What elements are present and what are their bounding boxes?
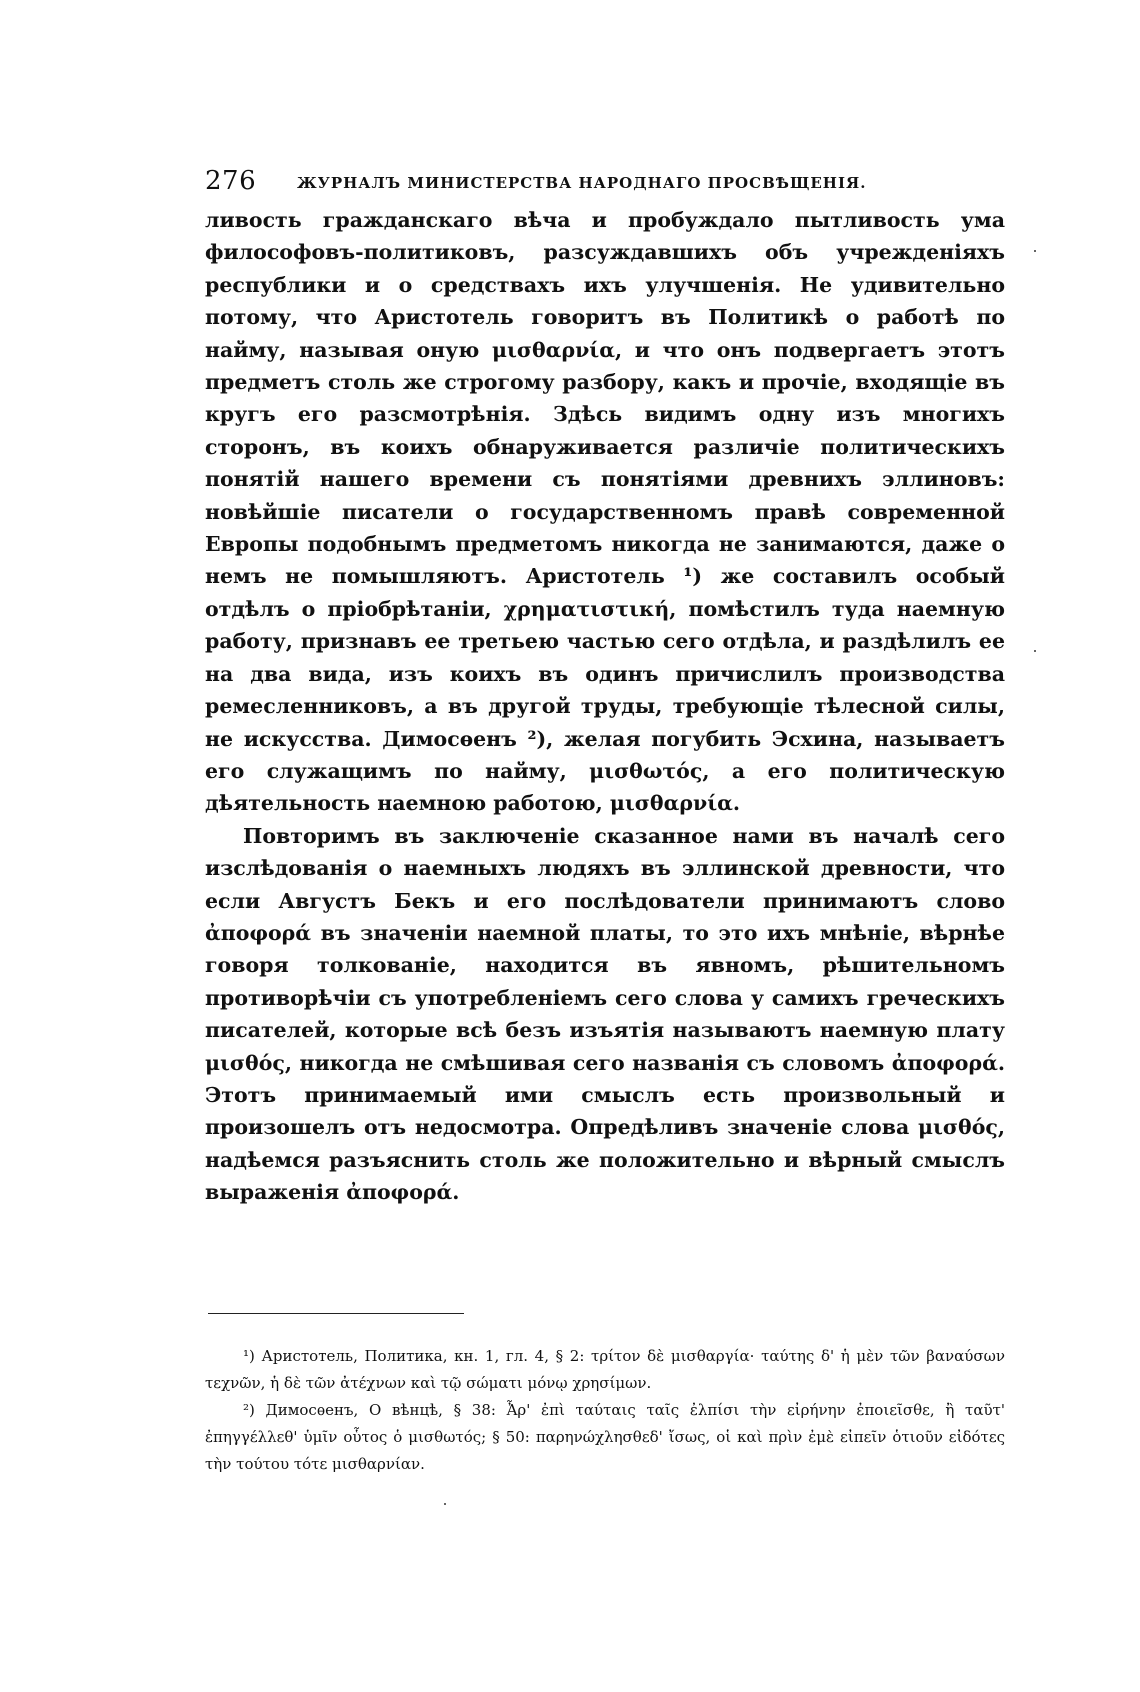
running-head (205, 160, 1005, 204)
page-content (205, 160, 1005, 1209)
footnote: ²) Димосѳенъ, О вѣнцѣ, § 38: Ἆρ' ἐπὶ ταύταις ταῖς ἐλπίσι τὴν εἰρήνην ἐποιεῖσθε, ἢ ταῦτ' ἐπηγγέλλεθ' ὑμῖν οὗτος ὁ μισθωτός; § 50: παρηνώχλησθεδ' ἴσως, οἱ καὶ πρὶν ἐμὲ εἰπεῖν ὁτιοῦν εἰδότες τὴν τούτου τότε μισθαρνίαν. (205, 1401, 1005, 1473)
footnotes (205, 1343, 1005, 1478)
paragraph: ливость гражданскаго вѣча и пробуждало пытливость ума философовъ-политиковъ, разсуждавшихъ объ учрежденіяхъ республики и о средствахъ ихъ улучшенія. Не удивительно потому, что Аристотель говоритъ въ Политикѣ о работѣ по найму, называя оную μισθαρνία, и что онъ подвергаетъ этотъ предметъ столь же строгому разбору, какъ и прочіе, входящіе въ кругъ его разсмотрѣнія. Здѣсь видимъ одну изъ многихъ сторонъ, въ коихъ обнаруживается различіе политическихъ понятій нашего времени съ понятіями древнихъ эллиновъ: новѣйшіе писатели о государственномъ правѣ современной Европы подобнымъ предметомъ никогда не занимаются, даже о немъ не помышляютъ. Аристотель ¹) же составилъ особый отдѣлъ о пріобрѣтаніи, χρηματιστική, помѣстилъ туда наемную работу, признавъ ее третьею частью сего отдѣла, и раздѣлилъ ее на два вида, изъ коихъ въ одинъ причислилъ производства ремесленниковъ, а въ другой труды, требующіе тѣлесной силы, не искусства. Димосѳенъ ²), желая погубить Эсхина, называетъ его служащимъ по найму, μισθωτός, а его политическую дѣятельность наемною работою, μισθαρνία. (205, 208, 1005, 816)
body-text (205, 204, 1005, 1209)
running-title: ЖУРНАЛЪ МИНИСТЕРСТВА НАРОДНАГО ПРОСВѢЩЕНІЯ. (297, 174, 867, 192)
paragraph: Повторимъ въ заключеніе сказанное нами въ началѣ сего изслѣдованія о наемныхъ людяхъ въ эллинской древности, что если Августъ Бекъ и его послѣдователи принимаютъ слово ἀποφορά въ значеніи наемной платы, то это ихъ мнѣніе, вѣрнѣе говоря толкованіе, находится въ явномъ, рѣшительномъ противорѣчіи съ употребленіемъ сего слова у самихъ греческихъ писателей, которые всѣ безъ изъятія называютъ наемную плату μισθός, никогда не смѣшивая сего названія съ словомъ ἀποφορά. Этотъ принимаемый ими смыслъ есть произвольный и произошелъ отъ недосмотра. Опредѣливъ значеніе слова μισθός, надѣемся разъяснить столь же положительно и вѣрный смыслъ выраженія ἀποφορά. (205, 823, 1005, 1205)
footnote: ¹) Аристотель, Политика, кн. 1, гл. 4, § 2: τρίτον δὲ μισθαργία· ταύτης δ' ἡ μὲν τῶν βαναύσων τεχνῶν, ἡ δὲ τῶν ἀτέχνων καὶ τῷ σώματι μόνῳ χρησίμων. (205, 1347, 1005, 1392)
page-number: 276 (205, 166, 257, 196)
footnote-divider (208, 1313, 464, 1314)
